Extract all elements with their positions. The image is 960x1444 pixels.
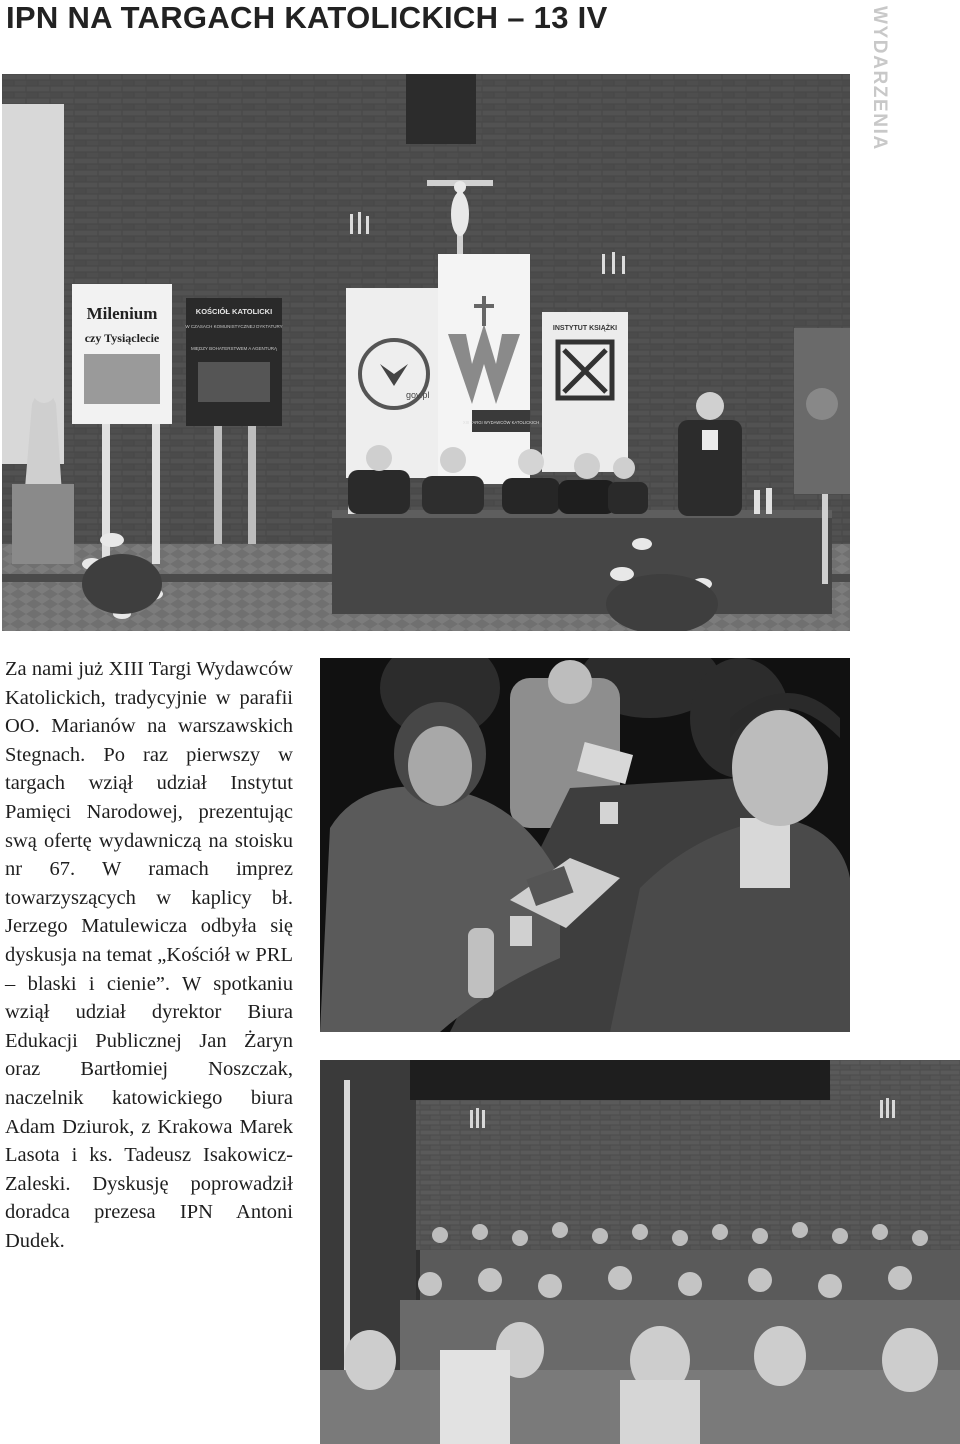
- banner-ipn-text: gov.pl: [406, 390, 430, 400]
- banner-targi-text: XIII TARGI WYDAWCÓW KATOLICKICH: [462, 420, 540, 425]
- photo-book-signing: [320, 658, 850, 1032]
- banner-ipn: [346, 288, 442, 478]
- photo-audience: [320, 1060, 960, 1444]
- banner-instytut-ksiazki: [542, 312, 628, 472]
- page-headline: IPN NA TARGACH KATOLICKICH – 13 IV: [6, 0, 608, 35]
- article-body: Za nami już XIII Targi Wydawców Katolickich, tradycyjnie w parafii OO. Marianów na warszawskich Stegnach. Po raz pierwszy w targach wziął udział Instytut Pamięci Narodowej, prezentując swą ofertę wydawniczą na stoisku nr 67. W ramach imprez towarzyszących w kaplicy bł. Jerzego Matulewicza odbyła się dyskusja na temat „Kościół w PRL – blaski i cienie”. W spotkaniu wziął udział dyrektor Biura Edukacji Publicznej Jan Żaryn oraz Bartłomiej Noszczak, naczelnik katowickiego biura Adam Dziurok, z Krakowa Marek Lasota i ks. Tadeusz Isakowicz-Zaleski. Dyskusję poprowadził doradca prezesa IPN Antoni Dudek.: [5, 658, 293, 1252]
- poster-center-sub-2: MIĘDZY BOHATERSTWEM A AGENTURĄ: [190, 346, 278, 351]
- photo-conference-panel: [2, 74, 850, 631]
- poster-left-title-2: czy Tysiąclecie: [84, 331, 160, 345]
- banner-ik-title: INSTYTUT KSIĄŻKI: [552, 325, 618, 332]
- poster-left-title-1: Milenium: [86, 304, 158, 323]
- poster-center-sub-1: W CZASACH KOMUNISTYCZNEJ DYKTATURY: [185, 324, 283, 329]
- section-tag: WYDARZENIA: [869, 6, 890, 151]
- poster-center-title: KOŚCIÓŁ KATOLICKI: [195, 307, 273, 316]
